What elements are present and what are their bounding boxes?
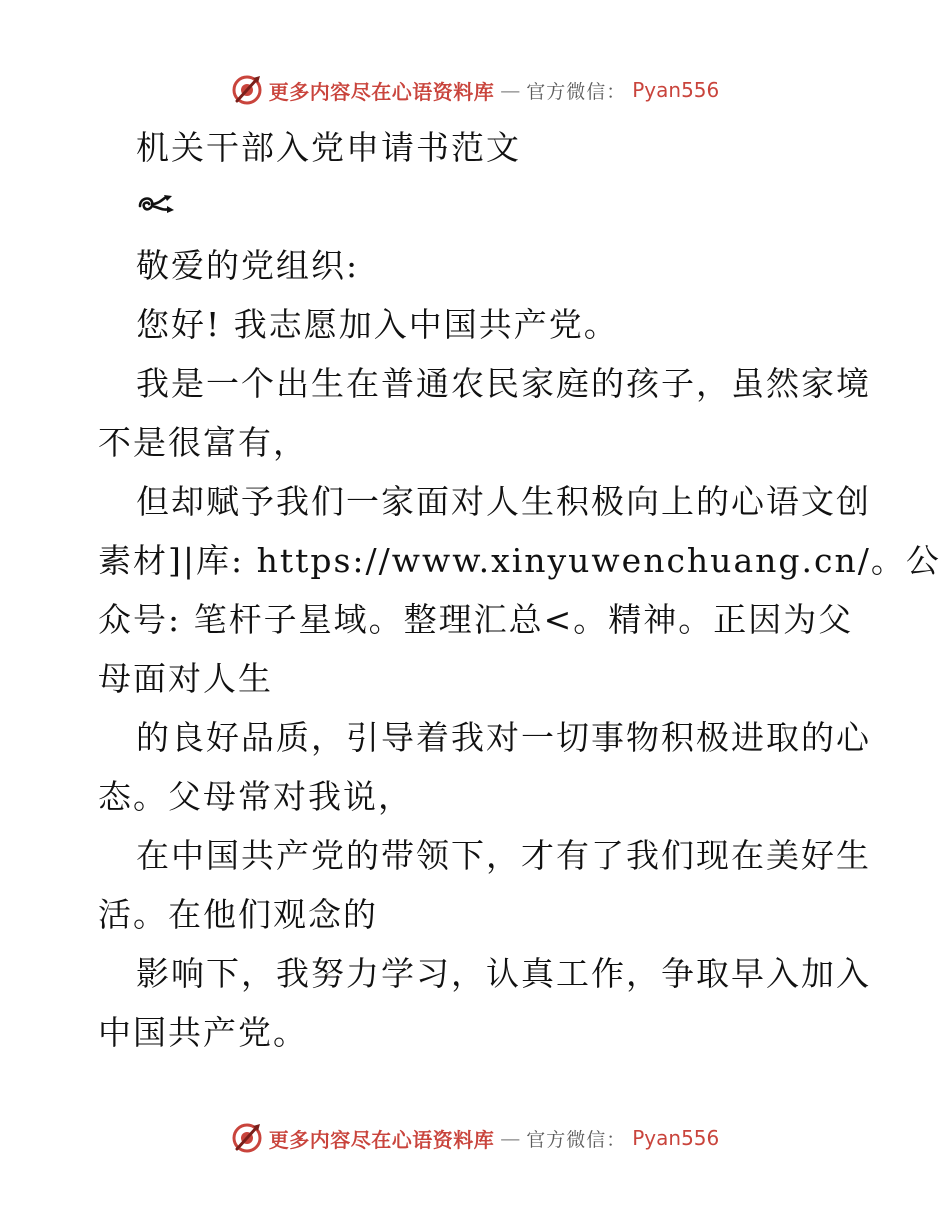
paragraph-line: 中国共产党。: [98, 1013, 308, 1052]
flourish-row: [98, 177, 854, 236]
quill-seal-icon: [231, 74, 263, 106]
quill-seal-icon: [231, 1122, 263, 1154]
banner-wechat-id: Pyan556: [632, 1126, 720, 1150]
banner-wechat-id: Pyan556: [632, 78, 720, 102]
banner-text: 更多内容尽在心语资料库: [268, 1127, 495, 1152]
banner-text: 更多内容尽在心语资料库: [268, 79, 495, 104]
paragraph-line: 影响下，我努力学习，认真工作，争取早入加入: [136, 954, 871, 993]
paragraph-line: 但却赋予我们一家面对人生积极向上的心语文创: [136, 482, 871, 521]
paragraph-line: 您好! 我志愿加入中国共产党。: [136, 305, 619, 344]
paragraph-line: 在中国共产党的带领下，才有了我们现在美好生: [136, 836, 871, 875]
paragraph-line: 不是很富有，: [98, 423, 308, 462]
banner-dash: —: [500, 78, 521, 102]
document-title: 机关干部入党申请书范文: [136, 128, 521, 167]
paragraph-line: 的良好品质，引导着我对一切事物积极进取的心: [136, 718, 871, 757]
ornamental-flourish-icon: [136, 192, 176, 222]
banner-wechat-label: 官方微信：: [526, 80, 627, 103]
banner-dash: —: [500, 1126, 521, 1150]
paragraph-line: 我是一个出生在普通农民家庭的孩子，虽然家境: [136, 364, 871, 403]
paragraph-line: 态。父母常对我说，: [98, 777, 413, 816]
banner-wechat-label: 官方微信：: [526, 1128, 627, 1151]
document-body: [98, 118, 941, 1062]
paragraph-line: 素材]|库: https://www.xinyuwenchuang.cn/。公: [98, 541, 941, 580]
paragraph-line: 活。在他们观念的: [98, 895, 378, 934]
header-banner: [0, 72, 950, 108]
footer-banner: [0, 1120, 950, 1156]
paragraph-line: 众号: 笔杆子星域。整理汇总<。精神。正因为父: [98, 600, 854, 639]
salutation: 敬爱的党组织:: [136, 246, 360, 285]
paragraph-line: 母面对人生: [98, 659, 273, 698]
